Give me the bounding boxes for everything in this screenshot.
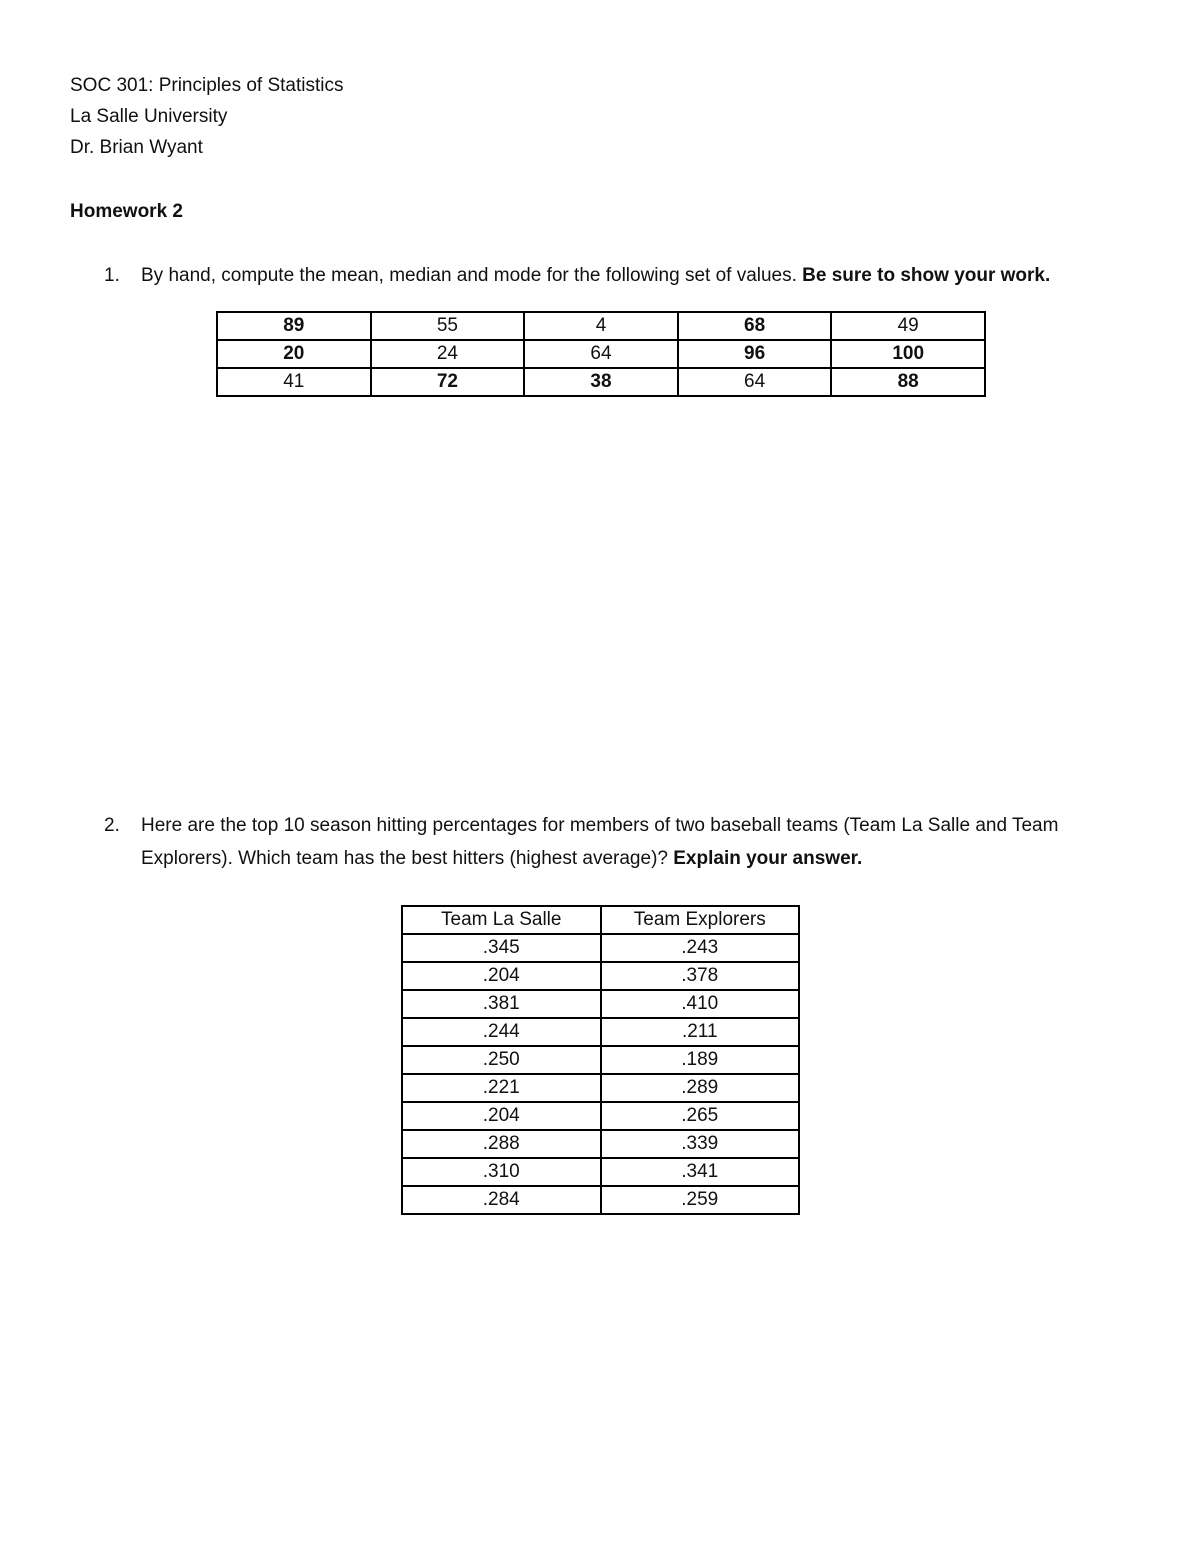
table-cell: .341 bbox=[601, 1158, 800, 1186]
table-row bbox=[402, 1186, 799, 1214]
table-cell: .204 bbox=[402, 1102, 601, 1130]
table-cell: .339 bbox=[601, 1130, 800, 1158]
table-cell: .204 bbox=[402, 962, 601, 990]
table-cell: 55 bbox=[371, 312, 525, 340]
table-row bbox=[402, 1102, 799, 1130]
table-cell: 4 bbox=[524, 312, 678, 340]
table-row bbox=[402, 1046, 799, 1074]
university-name: La Salle University bbox=[70, 106, 228, 127]
column-header-explorers: Team Explorers bbox=[601, 906, 800, 934]
table-cell: 20 bbox=[217, 340, 371, 368]
question-2-emphasis: Explain your answer. bbox=[673, 848, 863, 869]
question-1-emphasis: Be sure to show your work. bbox=[802, 265, 1051, 286]
table-cell: 49 bbox=[831, 312, 985, 340]
question-2 bbox=[104, 809, 1144, 875]
table-cell: 100 bbox=[831, 340, 985, 368]
table-cell: .284 bbox=[402, 1186, 601, 1214]
instructor-name: Dr. Brian Wyant bbox=[70, 137, 203, 158]
table-row bbox=[402, 1074, 799, 1102]
values-table bbox=[216, 311, 986, 397]
table-row bbox=[402, 962, 799, 990]
table-row bbox=[402, 1130, 799, 1158]
table-cell: .288 bbox=[402, 1130, 601, 1158]
table-cell: 72 bbox=[371, 368, 525, 396]
question-1-number: 1. bbox=[104, 265, 120, 286]
table-cell: .250 bbox=[402, 1046, 601, 1074]
course-title: SOC 301: Principles of Statistics bbox=[70, 75, 344, 96]
question-2-prompt: Here are the top 10 season hitting percentages for members of two baseball teams (Team La Salle and Team Explorers). Which team has the best hitters (highest average)? bbox=[141, 815, 1059, 869]
table-row bbox=[402, 934, 799, 962]
table-row bbox=[402, 990, 799, 1018]
table-row bbox=[402, 1018, 799, 1046]
table-cell: .244 bbox=[402, 1018, 601, 1046]
question-1-text bbox=[141, 259, 1144, 292]
question-1 bbox=[104, 259, 1144, 292]
table-row bbox=[217, 368, 985, 396]
question-2-number: 2. bbox=[104, 815, 120, 836]
table-cell: .265 bbox=[601, 1102, 800, 1130]
table-cell: 38 bbox=[524, 368, 678, 396]
table-cell: 24 bbox=[371, 340, 525, 368]
table-cell: 89 bbox=[217, 312, 371, 340]
table-cell: .289 bbox=[601, 1074, 800, 1102]
table-cell: .410 bbox=[601, 990, 800, 1018]
table-cell: .345 bbox=[402, 934, 601, 962]
hitting-table bbox=[401, 905, 800, 1215]
table-cell: .378 bbox=[601, 962, 800, 990]
table-cell: 88 bbox=[831, 368, 985, 396]
table-cell: .211 bbox=[601, 1018, 800, 1046]
table-row bbox=[217, 340, 985, 368]
question-2-text bbox=[141, 809, 1144, 875]
table-cell: 96 bbox=[678, 340, 832, 368]
table-cell: .221 bbox=[402, 1074, 601, 1102]
table-cell: .189 bbox=[601, 1046, 800, 1074]
table-cell: .243 bbox=[601, 934, 800, 962]
question-1-prompt: By hand, compute the mean, median and mode for the following set of values. bbox=[141, 265, 803, 286]
table-row bbox=[402, 1158, 799, 1186]
table-cell: 64 bbox=[524, 340, 678, 368]
homework-title: Homework 2 bbox=[70, 201, 183, 222]
table-cell: 41 bbox=[217, 368, 371, 396]
table-cell: .259 bbox=[601, 1186, 800, 1214]
table-cell: .310 bbox=[402, 1158, 601, 1186]
table-cell: 64 bbox=[678, 368, 832, 396]
column-header-la-salle: Team La Salle bbox=[402, 906, 601, 934]
table-cell: 68 bbox=[678, 312, 832, 340]
table-header-row bbox=[402, 906, 799, 934]
table-row bbox=[217, 312, 985, 340]
table-cell: .381 bbox=[402, 990, 601, 1018]
